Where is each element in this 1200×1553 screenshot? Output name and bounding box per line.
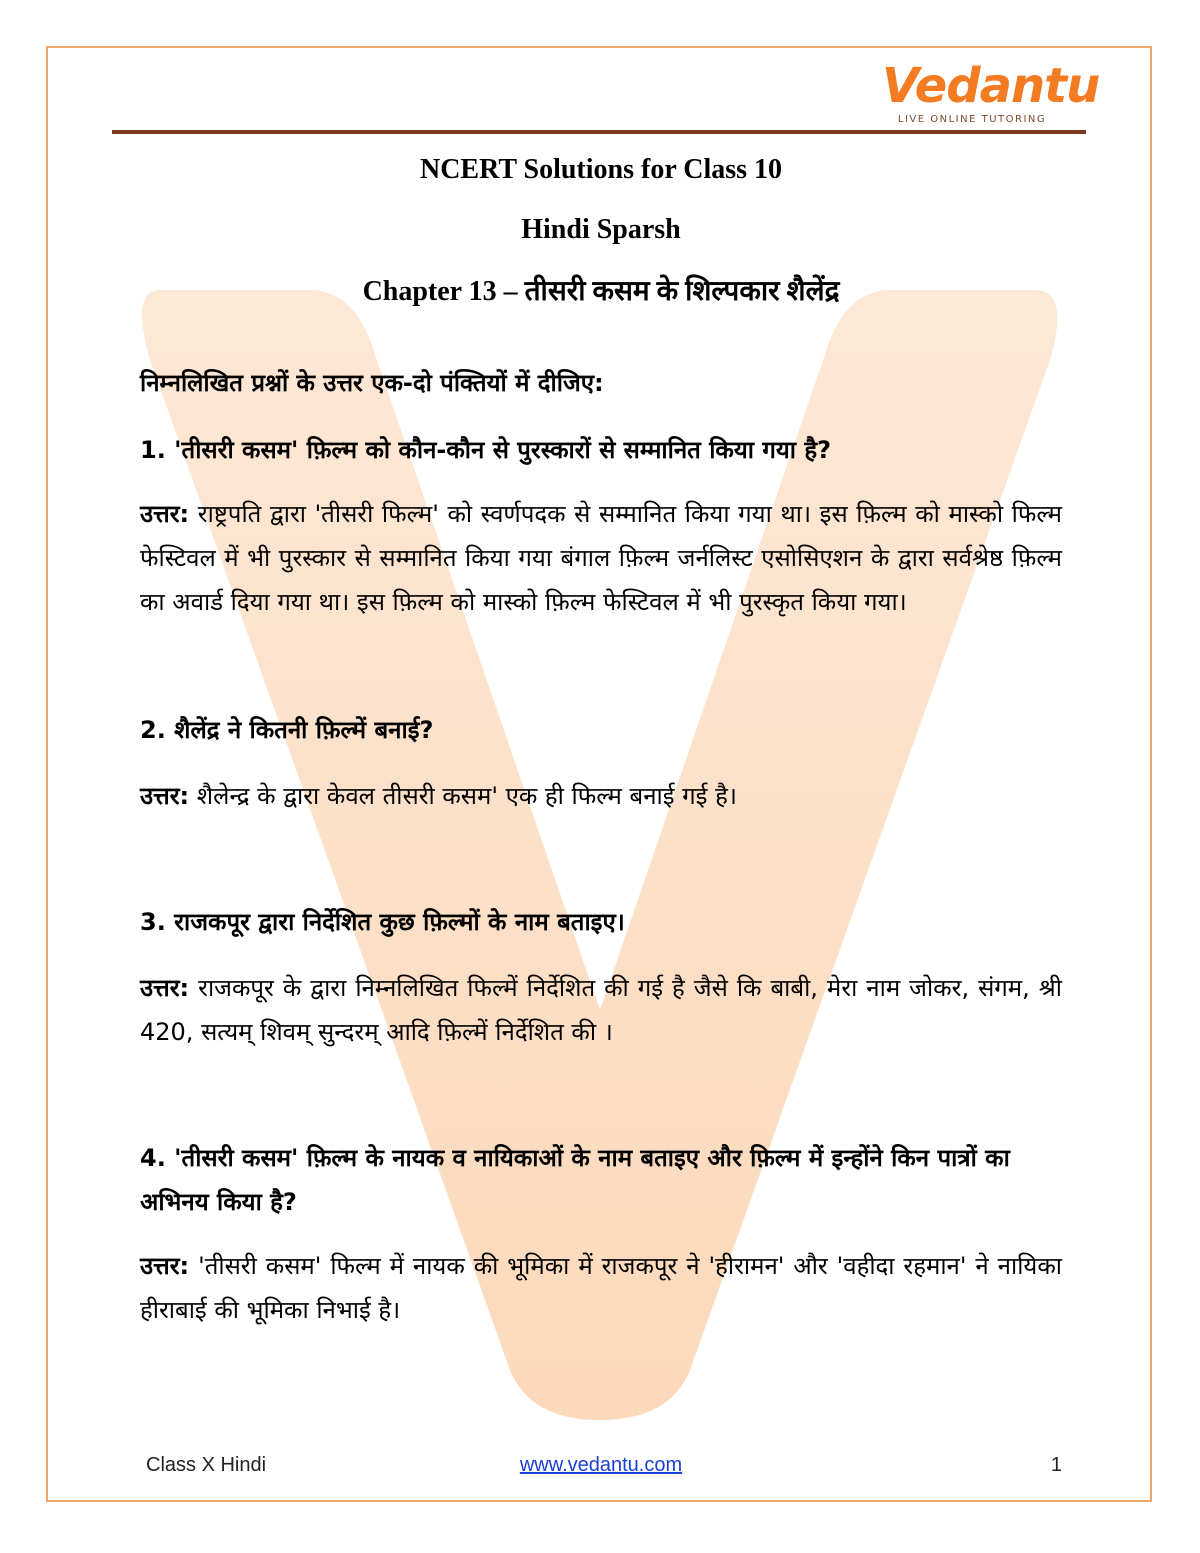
answer-4 [140,1244,1062,1332]
title-ncert: NCERT Solutions for Class 10 [419,154,783,185]
instructions: निम्नलिखित प्रश्नों के उत्तर एक-दो पंक्तियों में दीजिए: [140,369,604,397]
answer-text: शैलेन्द्र के द्वारा केवल तीसरी कसम' एक ही फिल्म बनाई गई है। [189,782,737,810]
answer-label: उत्तर: [140,1252,190,1280]
question-4: 4. 'तीसरी कसम' फ़िल्म के नायक व नायिकाओं के नाम बताइए और फ़िल्म में इन्होंने किन पात्रों का अभिनय किया है? [140,1144,1010,1216]
answer-1 [140,492,1062,624]
header-rule [112,130,1086,134]
answer-label: उत्तर: [140,500,190,528]
question-2: 2. शैलेंद्र ने कितनी फ़िल्में बनाई? [140,716,434,744]
footer-page-number: 1 [1050,1454,1062,1476]
answer-3 [140,966,1062,1054]
footer-website-link[interactable]: www.vedantu.com [519,1454,683,1476]
question-1: 1. 'तीसरी कसम' फ़िल्म को कौन-कौन से पुरस्कारों से सम्मानित किया गया है? [140,436,832,464]
logo-wordmark: Vedantu [882,58,1100,114]
answer-text: राजकपूर के द्वारा निम्नलिखित फिल्में निर्देशित की गई है जैसे कि बाबी, मेरा नाम जोकर, संगम, श्री 420, सत्यम् शिवम् सुन्दरम् आदि फ़िल्में निर्देशित की । [140,974,1062,1046]
question-3: 3. राजकपूर द्वारा निर्देशित कुछ फ़िल्मों के नाम बताइए। [140,908,625,936]
page-content [140,150,1062,1332]
answer-text: 'तीसरी कसम' फिल्म में नायक की भूमिका में राजकपूर ने 'हीरामन' और 'वहीदा रहमान' ने नायिका हीराबाई की भूमिका निभाई है। [140,1252,1062,1324]
answer-label: उत्तर: [140,782,190,810]
vedantu-logo[interactable] [882,58,1100,125]
answer-2 [140,774,1062,818]
logo-tagline: LIVE ONLINE TUTORING [897,114,1047,125]
answer-label: उत्तर: [140,974,190,1002]
answer-text: राष्ट्रपति द्वारा 'तीसरी फिल्म' को स्वर्णपदक से सम्मानित किया गया था। इस फ़िल्म को मास्को फिल्म फेस्टिवल में भी पुरस्कार से सम्मानित किया गया बंगाल फ़िल्म जर्नलिस्ट एसोसिएशन के द्वारा सर्वश्रेष्ठ फ़िल्म का अवार्ड दिया गया था। इस फ़िल्म को मास्को फ़िल्म फेस्टिवल में भी पुरस्कृत किया गया। [140,500,1062,616]
page-footer [140,1454,1062,1484]
title-chapter: Chapter 13 – तीसरी कसम के शिल्पकार शैलेंद्र [362,276,840,307]
footer-class-label: Class X Hindi [146,1454,267,1476]
title-subject: Hindi Sparsh [521,214,681,245]
